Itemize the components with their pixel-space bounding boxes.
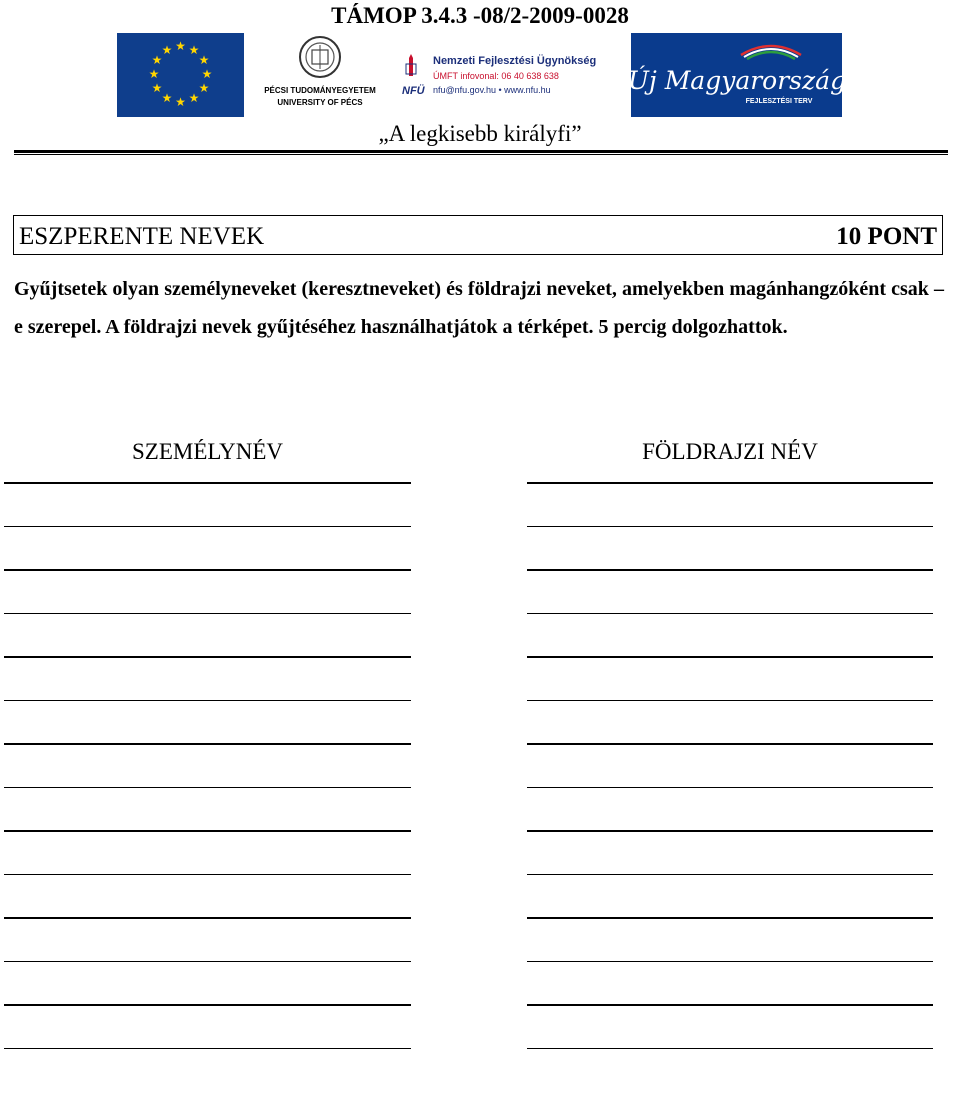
svg-text:Nemzeti Fejlesztési Ügynökség: Nemzeti Fejlesztési Ügynökség (433, 55, 597, 67)
svg-text:PÉCSI TUDOMÁNYEGYETEM: PÉCSI TUDOMÁNYEGYETEM (264, 86, 376, 95)
answer-line[interactable] (527, 874, 933, 876)
answer-line[interactable] (527, 743, 933, 745)
answer-line[interactable] (527, 1048, 933, 1050)
geographic-name-answer-lines (527, 482, 933, 1091)
answer-line[interactable] (4, 917, 411, 919)
nfu-agency-logo (397, 48, 627, 102)
answer-line[interactable] (4, 961, 411, 963)
task-points: 10 PONT (836, 223, 937, 250)
task-instructions: Gyűjtsetek olyan személyneveket (keresztneveket) és földrajzi neveket, amelyekben magánhangzóként csak –e szerepel. A földrajzi nevek gyűjtéséhez használhatjátok a térképet. 5 percig dolgozhattok. (14, 278, 944, 338)
uj-magyarorszag-logo (631, 33, 842, 117)
answer-line[interactable] (4, 700, 411, 702)
answer-line[interactable] (4, 830, 411, 832)
task-title: ESZPERENTE NEVEK (19, 223, 265, 250)
answer-line[interactable] (4, 787, 411, 789)
column-header-geographic-name: FÖLDRAJZI NÉV (642, 439, 818, 464)
answer-line[interactable] (527, 700, 933, 702)
task-header-box (13, 215, 943, 255)
svg-text:★: ★ (175, 95, 186, 109)
column-header-personal-name: SZEMÉLYNÉV (131, 439, 284, 464)
answer-line[interactable] (4, 656, 411, 658)
svg-text:FEJLESZTÉSI TERV: FEJLESZTÉSI TERV (745, 98, 813, 105)
svg-text:★: ★ (161, 91, 173, 105)
answer-line[interactable] (4, 1004, 411, 1006)
answer-line[interactable] (527, 569, 933, 571)
svg-text:★: ★ (151, 81, 163, 95)
svg-text:Új Magyarország: Új Magyarország (631, 66, 842, 95)
header-rule (14, 150, 948, 153)
svg-text:★: ★ (151, 53, 163, 67)
answer-line[interactable] (527, 830, 933, 832)
svg-text:★: ★ (198, 81, 210, 95)
svg-text:★: ★ (188, 43, 200, 57)
personal-name-answer-lines (4, 482, 411, 1091)
eu-flag-logo (117, 33, 244, 117)
svg-text:★: ★ (175, 39, 186, 53)
project-code: TÁMOP 3.4.3 -08/2-2009-0028 (331, 3, 629, 28)
svg-text:★: ★ (188, 91, 200, 105)
answer-line[interactable] (527, 526, 933, 528)
svg-text:★: ★ (148, 67, 160, 81)
svg-text:★: ★ (161, 43, 173, 57)
answer-line[interactable] (4, 526, 411, 528)
svg-text:ÚMFT infovonal: 06 40 638 638: ÚMFT infovonal: 06 40 638 638 (433, 71, 559, 81)
svg-text:UNIVERSITY OF PÉCS: UNIVERSITY OF PÉCS (277, 98, 363, 107)
answer-line[interactable] (527, 917, 933, 919)
answer-line[interactable] (527, 482, 933, 484)
university-of-pecs-logo (258, 33, 383, 117)
answer-line[interactable] (527, 1004, 933, 1006)
answer-line[interactable] (4, 1048, 411, 1050)
answer-line[interactable] (527, 613, 933, 615)
answer-line[interactable] (4, 743, 411, 745)
svg-text:★: ★ (201, 67, 213, 81)
svg-text:NFÜ: NFÜ (402, 85, 425, 97)
answer-line[interactable] (4, 482, 411, 484)
answer-line[interactable] (4, 613, 411, 615)
svg-text:nfu@nfu.gov.hu • www.nfu.hu: nfu@nfu.gov.hu • www.nfu.hu (433, 85, 551, 95)
answer-line[interactable] (527, 656, 933, 658)
svg-text:★: ★ (198, 53, 210, 67)
page-title: „A legkisebb királyfi” (378, 121, 582, 146)
header-rule-thin (14, 154, 948, 155)
answer-line[interactable] (4, 569, 411, 571)
answer-line[interactable] (527, 787, 933, 789)
answer-line[interactable] (4, 874, 411, 876)
answer-line[interactable] (527, 961, 933, 963)
